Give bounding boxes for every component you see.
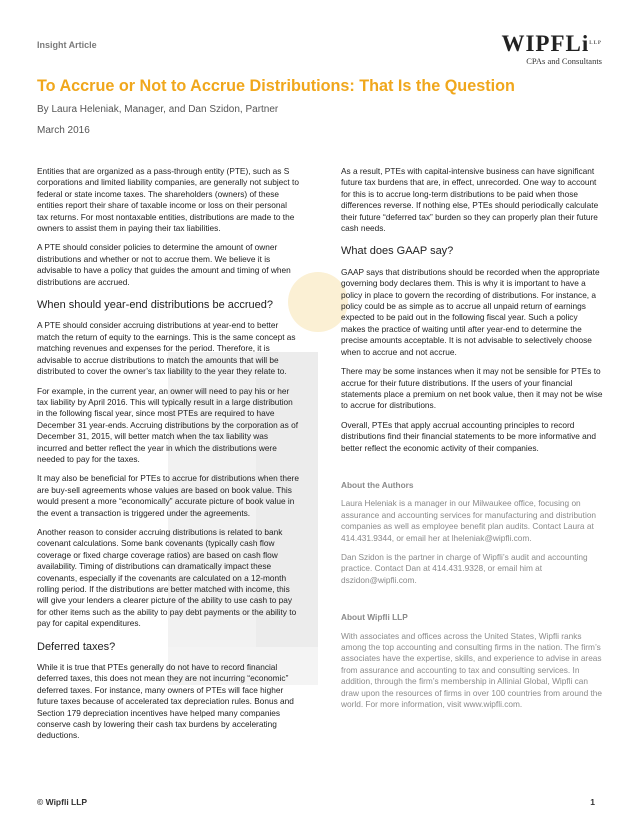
author-bio: Laura Heleniak is a manager in our Milwaukee office, focusing on assurance and accounting services for manufacturing and distribution companies as well as employee benefit plan audits. Contact Laura at 414.431.9344, or email her at lheleniak@wipfli.com. xyxy=(341,498,597,543)
footer-copyright: © Wipfli LLP xyxy=(37,797,88,807)
paragraph: GAAP says that distributions should be recorded when the appropriate governing body declares them. This is why it is important to have a policy in place to govern the recording of distributions. For instance, a policy could be as simple as to accrue all unpaid return of earnings expected to be paid out in the following fiscal year. Such a policy makes the practice of waiting until after year-end to determine the precise amounts acceptable. It is not advisable to selectively choose when to accrue and not accrue. xyxy=(341,266,600,357)
paragraph: Entities that are organized as a pass-through entity (PTE), such as S corporations and limited liability companies, are generally not subject to federal or state income taxes. The shareholders (owners) of these entities report their share of taxable income or loss on their personal tax returns. For most nontaxable entities, distributions are made to the owners to assist them in paying their tax liabilities. xyxy=(37,166,299,234)
section-heading-deferred-taxes: Deferred taxes? xyxy=(37,640,116,653)
paragraph: A PTE should consider policies to determine the amount of owner distributions and whether or not to accrue them. We believe it is advisable to have a policy that guides the amount and timing of when distributions are accrued. xyxy=(37,242,291,287)
wipfli-logo xyxy=(501,32,602,66)
logo-wordmark xyxy=(501,32,602,55)
paragraph: As a result, PTEs with capital-intensive business can have significant future tax burdens that are, in effect, unrecorded. One way to account for this is to accrue long-term distributions to be paid when those differences reverse. If nothing else, PTEs should periodically calculate their future “deferred tax” burden so they can properly plan their future cash needs. xyxy=(341,166,599,234)
article-type-label: Insight Article xyxy=(37,40,97,50)
right-column xyxy=(341,166,604,718)
article-byline: By Laura Heleniak, Manager, and Dan Szidon, Partner xyxy=(37,104,279,115)
about-firm-heading: About Wipfli LLP xyxy=(341,612,408,623)
section-heading-gaap: What does GAAP say? xyxy=(341,245,454,258)
author-bio: Dan Szidon is the partner in charge of Wipfli’s audit and accounting practice. Contact Dan at 414.431.9328, or email him at dszidon@wipfli.com. xyxy=(341,551,588,585)
paragraph: There may be some instances when it may not be sensible for PTEs to accrue for their future distributions. If the users of your financial statements place a premium on net book value, then it may not be wise to accrue for distributions. xyxy=(341,366,603,411)
paragraph: Another reason to consider accruing distributions is related to bank covenant calculations. Some bank covenants (typically cash flow coverage or fixed charge coverage ratios) are based on cash flow availability. Timing of distributions can dramatically impact these covenants, especially if the covenants are calculated on a 12-month rolling period. If the distributions are better matched with income, this will give your lenders a clearer picture of the ability to use cash to pay for other items such as the ability to pay debt payments or the ability to pay for capital expenditures. xyxy=(37,526,297,629)
paragraph: For example, in the current year, an owner will need to pay his or her tax liability by April 2016. This will typically result in a large distribution in the following fiscal year, since most PTEs are required to have December 31 year-ends. Accruing distributions by the corporation as of December 31, 2015, will better match when the tax liability was incurred and better reflect the year in which the distributions were needed to pay for the taxes. xyxy=(37,385,299,464)
paragraph: Overall, PTEs that apply accrual accounting principles to record distributions find their financial statements to be more informative and better reflect the economic activity of their companies. xyxy=(341,419,597,453)
article-date: March 2016 xyxy=(37,125,90,136)
paragraph: A PTE should consider accruing distributions at year-end to better match the return of equity to the earnings. This is the same concept as matching revenues and expenses for the period. Therefore, it is advisable to accrue distributions to match the amounts that will be distributed to cover the owner’s tax liability to the year they relate to. xyxy=(37,320,296,377)
about-authors-section xyxy=(341,480,604,586)
section-heading-accrual: When should year-end distributions be accrued? xyxy=(37,299,274,312)
left-column xyxy=(37,166,300,750)
firm-description: With associates and offices across the United States, Wipfli ranks among the top accounting and consulting firms in the nation. The firm’s associates have the expertise, skills, and experience to advise in areas from assurance and accounting to tax and consulting services. In addition, through the firm’s membership in Allinial Global, Wipfli can draw upon the resources of firms in over 100 countries from around the world. For more information, visit www.wipfli.com. xyxy=(341,630,603,710)
about-firm-section xyxy=(341,612,604,710)
logo-llp: LLP xyxy=(589,41,602,46)
paragraph: While it is true that PTEs generally do not have to record financial deferred taxes, this does not mean they are not incurring “economic” deferred taxes. For instance, many owners of PTEs will face higher future taxes because of accelerated tax depreciation rules. Bonus and Section 179 depreciation incentives have helped many companies conserve cash by lowering their cash tax burdens by accelerating deductions. xyxy=(37,662,294,741)
article-title: To Accrue or Not to Accrue Distributions: That Is the Question xyxy=(37,77,515,95)
logo-word: WIPFLi xyxy=(501,31,590,56)
about-authors-heading: About the Authors xyxy=(341,479,414,490)
paragraph: It may also be beneficial for PTEs to accrue for distributions when there are buy-sell agreements whose values are based on book value. This would present a more “economically” accurate picture of book value in the event a transaction is triggered under the agreements. xyxy=(37,473,299,518)
page-number: 1 xyxy=(590,797,595,807)
logo-tagline: CPAs and Consultants xyxy=(526,56,602,66)
